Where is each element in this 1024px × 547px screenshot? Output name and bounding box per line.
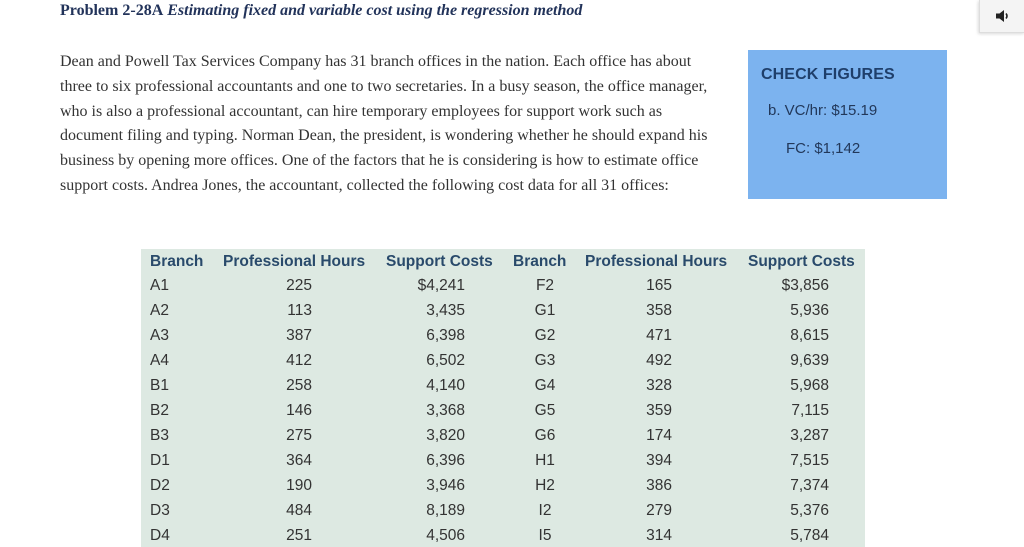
cell-professional-hours-2: 492: [646, 352, 672, 369]
cell-professional-hours: 113: [287, 302, 312, 319]
header-professional-hours: Professional Hours: [223, 253, 366, 270]
cell-professional-hours-2: 359: [646, 402, 672, 419]
table-row: [141, 448, 865, 473]
cell-support-costs: 8,189: [426, 502, 465, 519]
table-row: [141, 498, 865, 523]
cell-professional-hours-2: 279: [646, 502, 672, 519]
cell-support-costs-2: 9,639: [790, 352, 829, 369]
header-support-costs-2: Support Costs: [748, 253, 855, 270]
cell-support-costs-2: 5,784: [790, 527, 829, 544]
cell-support-costs: 3,946: [426, 477, 465, 494]
cell-support-costs: 4,140: [426, 377, 465, 394]
cell-support-costs-2: 5,376: [790, 502, 829, 519]
cell-support-costs: 3,435: [426, 302, 465, 319]
cell-branch: A1: [150, 277, 169, 294]
cell-branch-2: H2: [535, 477, 555, 494]
cell-professional-hours-2: 174: [646, 427, 672, 444]
check-figures-title: CHECK FIGURES: [761, 66, 895, 83]
table-row: [141, 348, 865, 373]
cell-branch-2: G4: [534, 377, 556, 394]
intro-paragraph: Dean and Powell Tax Services Company has 31 branch offices in the nation. Each office has about three to six professional accountants and one to two secretaries. In a busy season, the office manager, who is also a professional accountant, can hire temporary employees for support work such as document filing and typing. Norman Dean, the president, is wondering whether he should expand his business by opening more offices. One of the factors that he is considering is how to estimate office support costs. Andrea Jones, the accountant, collected the following cost data for all 31 offices:: [60, 53, 708, 194]
check-figure-vc: b. VC/hr: $15.19: [768, 102, 878, 119]
problem-number: Problem 2-28A: [60, 2, 164, 19]
cell-professional-hours: 364: [286, 452, 312, 469]
cell-professional-hours-2: 358: [646, 302, 672, 319]
cell-support-costs: 4,506: [426, 527, 465, 544]
cost-data-table: [141, 249, 865, 547]
cell-branch-2: G1: [534, 302, 556, 319]
cell-branch: D2: [150, 477, 170, 494]
cell-support-costs-2: 5,936: [790, 302, 829, 319]
cell-support-costs-2: 5,968: [790, 377, 829, 394]
header-branch-2: Branch: [513, 253, 567, 270]
cell-professional-hours-2: 386: [646, 477, 672, 494]
cell-branch-2: G2: [534, 327, 556, 344]
table-row: [141, 273, 865, 298]
cell-branch: D1: [150, 452, 170, 469]
cell-professional-hours: 190: [286, 477, 312, 494]
cell-professional-hours-2: 471: [646, 327, 672, 344]
cell-branch-2: I5: [538, 527, 552, 544]
cell-support-costs-2: 3,287: [790, 427, 829, 444]
audio-button[interactable]: [979, 0, 1024, 33]
speaker-icon: [995, 9, 1011, 23]
cell-support-costs-2: 7,515: [790, 452, 829, 469]
cell-branch: B3: [150, 427, 169, 444]
cell-professional-hours: 412: [286, 352, 312, 369]
cell-branch-2: G6: [534, 427, 556, 444]
cell-professional-hours: 387: [286, 327, 312, 344]
cell-professional-hours-2: 165: [646, 277, 672, 294]
header-branch: Branch: [150, 253, 204, 270]
cell-professional-hours-2: 394: [646, 452, 672, 469]
cell-support-costs: $4,241: [417, 277, 465, 294]
problem-title: [60, 2, 582, 20]
cell-branch-2: F2: [535, 277, 555, 294]
table-row: [141, 323, 865, 348]
cell-support-costs: 3,368: [426, 402, 465, 419]
table-row: [141, 373, 865, 398]
table-row: [141, 398, 865, 423]
cell-professional-hours: 146: [286, 402, 312, 419]
cell-professional-hours-2: 328: [646, 377, 672, 394]
cell-support-costs-2: 8,615: [790, 327, 829, 344]
cell-support-costs: 6,502: [426, 352, 465, 369]
cell-professional-hours: 225: [286, 277, 312, 294]
cell-professional-hours: 275: [286, 427, 312, 444]
cell-professional-hours: 258: [286, 377, 312, 394]
header-professional-hours-2: Professional Hours: [585, 253, 728, 270]
cell-support-costs: 6,398: [426, 327, 465, 344]
cell-professional-hours: 251: [286, 527, 312, 544]
table-row: [141, 473, 865, 498]
cell-support-costs: 6,396: [426, 452, 465, 469]
check-figure-fc: FC: $1,142: [786, 140, 861, 157]
check-figures-box: [748, 50, 947, 199]
cell-branch: A4: [150, 352, 169, 369]
problem-heading: Estimating fixed and variable cost using the regression method: [167, 2, 583, 19]
cell-support-costs-2: 7,374: [790, 477, 829, 494]
cell-support-costs-2: $3,856: [781, 277, 829, 294]
cell-branch: A2: [150, 302, 169, 319]
cell-branch: B1: [150, 377, 169, 394]
cell-support-costs: 3,820: [426, 427, 465, 444]
cell-branch: A3: [150, 327, 169, 344]
cell-branch-2: G5: [534, 402, 556, 419]
header-support-costs: Support Costs: [386, 253, 493, 270]
cell-branch-2: H1: [535, 452, 555, 469]
cell-branch: D3: [150, 502, 170, 519]
cell-professional-hours: 484: [286, 502, 312, 519]
table-row: [141, 298, 865, 323]
table-header-row: [141, 249, 865, 274]
cell-branch-2: I2: [538, 502, 552, 519]
cell-branch-2: G3: [534, 352, 556, 369]
cell-professional-hours-2: 314: [646, 527, 672, 544]
table-row: [141, 423, 865, 448]
table-row: [141, 523, 865, 547]
cell-branch: B2: [150, 402, 169, 419]
cell-support-costs-2: 7,115: [791, 402, 829, 419]
cell-branch: D4: [150, 527, 170, 544]
